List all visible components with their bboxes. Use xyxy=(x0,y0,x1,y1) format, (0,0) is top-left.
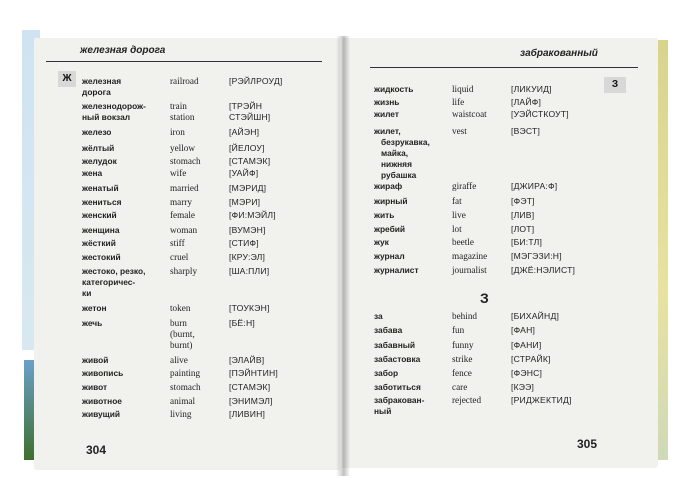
entry-russian-word: жизнь xyxy=(374,97,400,107)
entry-russian-word: забракован- ный xyxy=(374,395,425,416)
entry-english-word: journalist xyxy=(452,265,487,275)
entry-english-word: stiff xyxy=(170,238,185,248)
entry-russian-word: жилет, безрукавка, майка, нижняя рубашка xyxy=(374,126,430,180)
entry-english-word: care xyxy=(452,382,468,392)
entry-english-word: fun xyxy=(452,325,465,335)
entry-english-word: liquid xyxy=(452,84,474,94)
entry-transcription: [ША:ПЛИ] xyxy=(229,266,270,276)
entry-russian-word: жена xyxy=(82,168,103,178)
entry-transcription: [БИХАЙНД] xyxy=(511,311,560,321)
spine-shadow xyxy=(336,36,350,476)
entry-english-word: cruel xyxy=(170,252,189,262)
entry-transcription: [ВЭСТ] xyxy=(511,126,541,136)
entry-english-word: beetle xyxy=(452,237,474,247)
right-header-rule xyxy=(370,67,638,68)
entry-russian-word: журналист xyxy=(374,265,419,275)
entry-english-word: stomach xyxy=(170,382,201,392)
entry-english-word: fence xyxy=(452,368,472,378)
entry-russian-word: железо xyxy=(82,127,112,137)
entry-english-word: painting xyxy=(170,368,201,378)
entry-russian-word: журнал xyxy=(374,251,405,261)
entry-english-word: married xyxy=(170,183,199,193)
entry-english-word: train station xyxy=(170,101,195,122)
entry-transcription: [СТАМЭК] xyxy=(229,382,271,392)
entry-russian-word: забавный xyxy=(374,340,416,350)
entry-english-word: burn (burnt, burnt) xyxy=(170,318,195,350)
entry-transcription: [ЛАЙФ] xyxy=(511,97,542,107)
right-letter-tab: З xyxy=(604,77,626,93)
entry-transcription: [СТАМЭК] xyxy=(229,156,271,166)
entry-russian-word: живущий xyxy=(82,409,121,419)
entry-russian-word: заботиться xyxy=(374,382,421,392)
entry-russian-word: живой xyxy=(82,355,109,365)
entry-transcription: [ПЭЙНТИН] xyxy=(229,368,278,378)
entry-english-word: behind xyxy=(452,311,478,321)
entry-english-word: iron xyxy=(170,127,185,137)
entry-russian-word: живопись xyxy=(82,368,124,378)
entry-transcription: [ЛИВ] xyxy=(511,210,535,220)
entry-russian-word: живот xyxy=(82,382,108,392)
entry-english-word: strike xyxy=(452,354,473,364)
entry-russian-word: жирный xyxy=(374,196,408,206)
entry-english-word: yellow xyxy=(170,143,196,153)
entry-transcription: [БИ:ТЛ] xyxy=(511,237,543,247)
left-header-rule xyxy=(46,61,322,62)
entry-transcription: [ФЭТ] xyxy=(511,196,535,206)
entry-transcription: [РИДЖЕКТИД] xyxy=(511,395,572,405)
entry-russian-word: желудок xyxy=(82,156,117,166)
entry-transcription: [ЛИВИН] xyxy=(229,409,266,419)
entry-english-word: female xyxy=(170,210,195,220)
entry-english-word: sharply xyxy=(170,266,198,276)
entry-russian-word: жетон xyxy=(82,303,107,313)
entry-transcription: [ТОУКЭН] xyxy=(229,303,270,313)
entry-russian-word: железнодорож- ный вокзал xyxy=(82,101,146,122)
entry-transcription: [ТРЭЙН СТЭЙШН] xyxy=(229,101,271,122)
entry-transcription: [ЛОТ] xyxy=(511,224,535,234)
entry-transcription: [СТРАЙК] xyxy=(511,354,551,364)
entry-transcription: [МЭРИД] xyxy=(229,183,267,193)
entry-russian-word: жилет xyxy=(374,109,399,119)
entry-english-word: vest xyxy=(452,126,467,136)
entry-transcription: [ВУМЭН] xyxy=(229,225,266,235)
entry-english-word: magazine xyxy=(452,251,488,261)
left-letter-tab: Ж xyxy=(58,71,76,87)
entry-transcription: [СТИФ] xyxy=(229,238,259,248)
entry-transcription: [ДЖЁ:НЭЛИСТ] xyxy=(511,265,576,275)
entry-russian-word: жираф xyxy=(374,181,403,191)
entry-english-word: animal xyxy=(170,396,196,406)
entry-english-word: live xyxy=(452,210,466,220)
entry-transcription: [ФАНИ] xyxy=(511,340,542,350)
entry-russian-word: жестокий xyxy=(82,252,121,262)
entry-english-word: funny xyxy=(452,340,474,350)
entry-russian-word: женщина xyxy=(82,225,120,235)
entry-transcription: [МЭРИ] xyxy=(229,197,261,207)
entry-russian-word: железная дорога xyxy=(82,76,122,97)
entry-english-word: fat xyxy=(452,196,462,206)
entry-russian-word: жестоко, резко, категоричес- ки xyxy=(82,266,146,298)
entry-transcription: [ЭЛАЙВ] xyxy=(229,355,265,365)
entry-english-word: giraffe xyxy=(452,181,477,191)
entry-russian-word: жук xyxy=(374,237,389,247)
entry-transcription: [УЭЙСТКОУТ] xyxy=(511,109,569,119)
entry-english-word: railroad xyxy=(170,76,199,86)
entry-english-word: marry xyxy=(170,197,192,207)
entry-english-word: wife xyxy=(170,168,187,178)
entry-russian-word: животное xyxy=(82,396,122,406)
entry-transcription: [БЁ:Н] xyxy=(229,318,255,328)
entry-russian-word: жить xyxy=(374,210,395,220)
entry-russian-word: забастовка xyxy=(374,354,421,364)
entry-russian-word: забава xyxy=(374,325,403,335)
entry-transcription: [ФИ:МЭЙЛ] xyxy=(229,210,276,220)
entry-russian-word: за xyxy=(374,311,383,321)
entry-transcription: [ФЭНС] xyxy=(511,368,543,378)
right-page-number: 305 xyxy=(577,437,598,451)
entry-russian-word: жечь xyxy=(82,318,103,328)
entry-transcription: [ФАН] xyxy=(511,325,536,335)
entry-english-word: living xyxy=(170,409,192,419)
right-running-head: забракованный xyxy=(520,48,598,59)
entry-english-word: stomach xyxy=(170,156,201,166)
entry-transcription: [РЭЙЛРОУД] xyxy=(229,76,283,86)
entry-transcription: [КРУ:ЭЛ] xyxy=(229,252,266,262)
entry-english-word: life xyxy=(452,97,465,107)
entry-english-word: waistcoat xyxy=(452,109,487,119)
entry-russian-word: жёсткий xyxy=(82,238,116,248)
left-page-number: 304 xyxy=(86,443,107,457)
entry-russian-word: забор xyxy=(374,368,399,378)
entry-transcription: [КЭЭ] xyxy=(511,382,535,392)
entry-transcription: [ЭНИМЭЛ] xyxy=(229,396,273,406)
entry-russian-word: женатый xyxy=(82,183,119,193)
entry-russian-word: жребий xyxy=(374,224,406,234)
entry-english-word: rejected xyxy=(452,395,482,405)
entry-english-word: alive xyxy=(170,355,188,365)
section-letter-z: З xyxy=(480,290,489,306)
entry-english-word: token xyxy=(170,303,191,313)
entry-transcription: [УАЙФ] xyxy=(229,168,259,178)
left-running-head: железная дорога xyxy=(80,45,166,56)
entry-english-word: lot xyxy=(452,224,462,234)
entry-transcription: [ДЖИРА:Ф] xyxy=(511,181,558,191)
entry-transcription: [ЙЕЛОУ] xyxy=(229,143,265,153)
entry-russian-word: женский xyxy=(82,210,117,220)
entry-russian-word: жениться xyxy=(82,197,122,207)
entry-transcription: [МЭГЭЗИ:Н] xyxy=(511,251,562,261)
entry-russian-word: жёлтый xyxy=(82,143,115,153)
entry-transcription: [ЛИКУИД] xyxy=(511,84,552,94)
entry-russian-word: жидкость xyxy=(374,84,414,94)
entry-transcription: [АЙЭН] xyxy=(229,127,260,137)
entry-english-word: woman xyxy=(170,225,198,235)
